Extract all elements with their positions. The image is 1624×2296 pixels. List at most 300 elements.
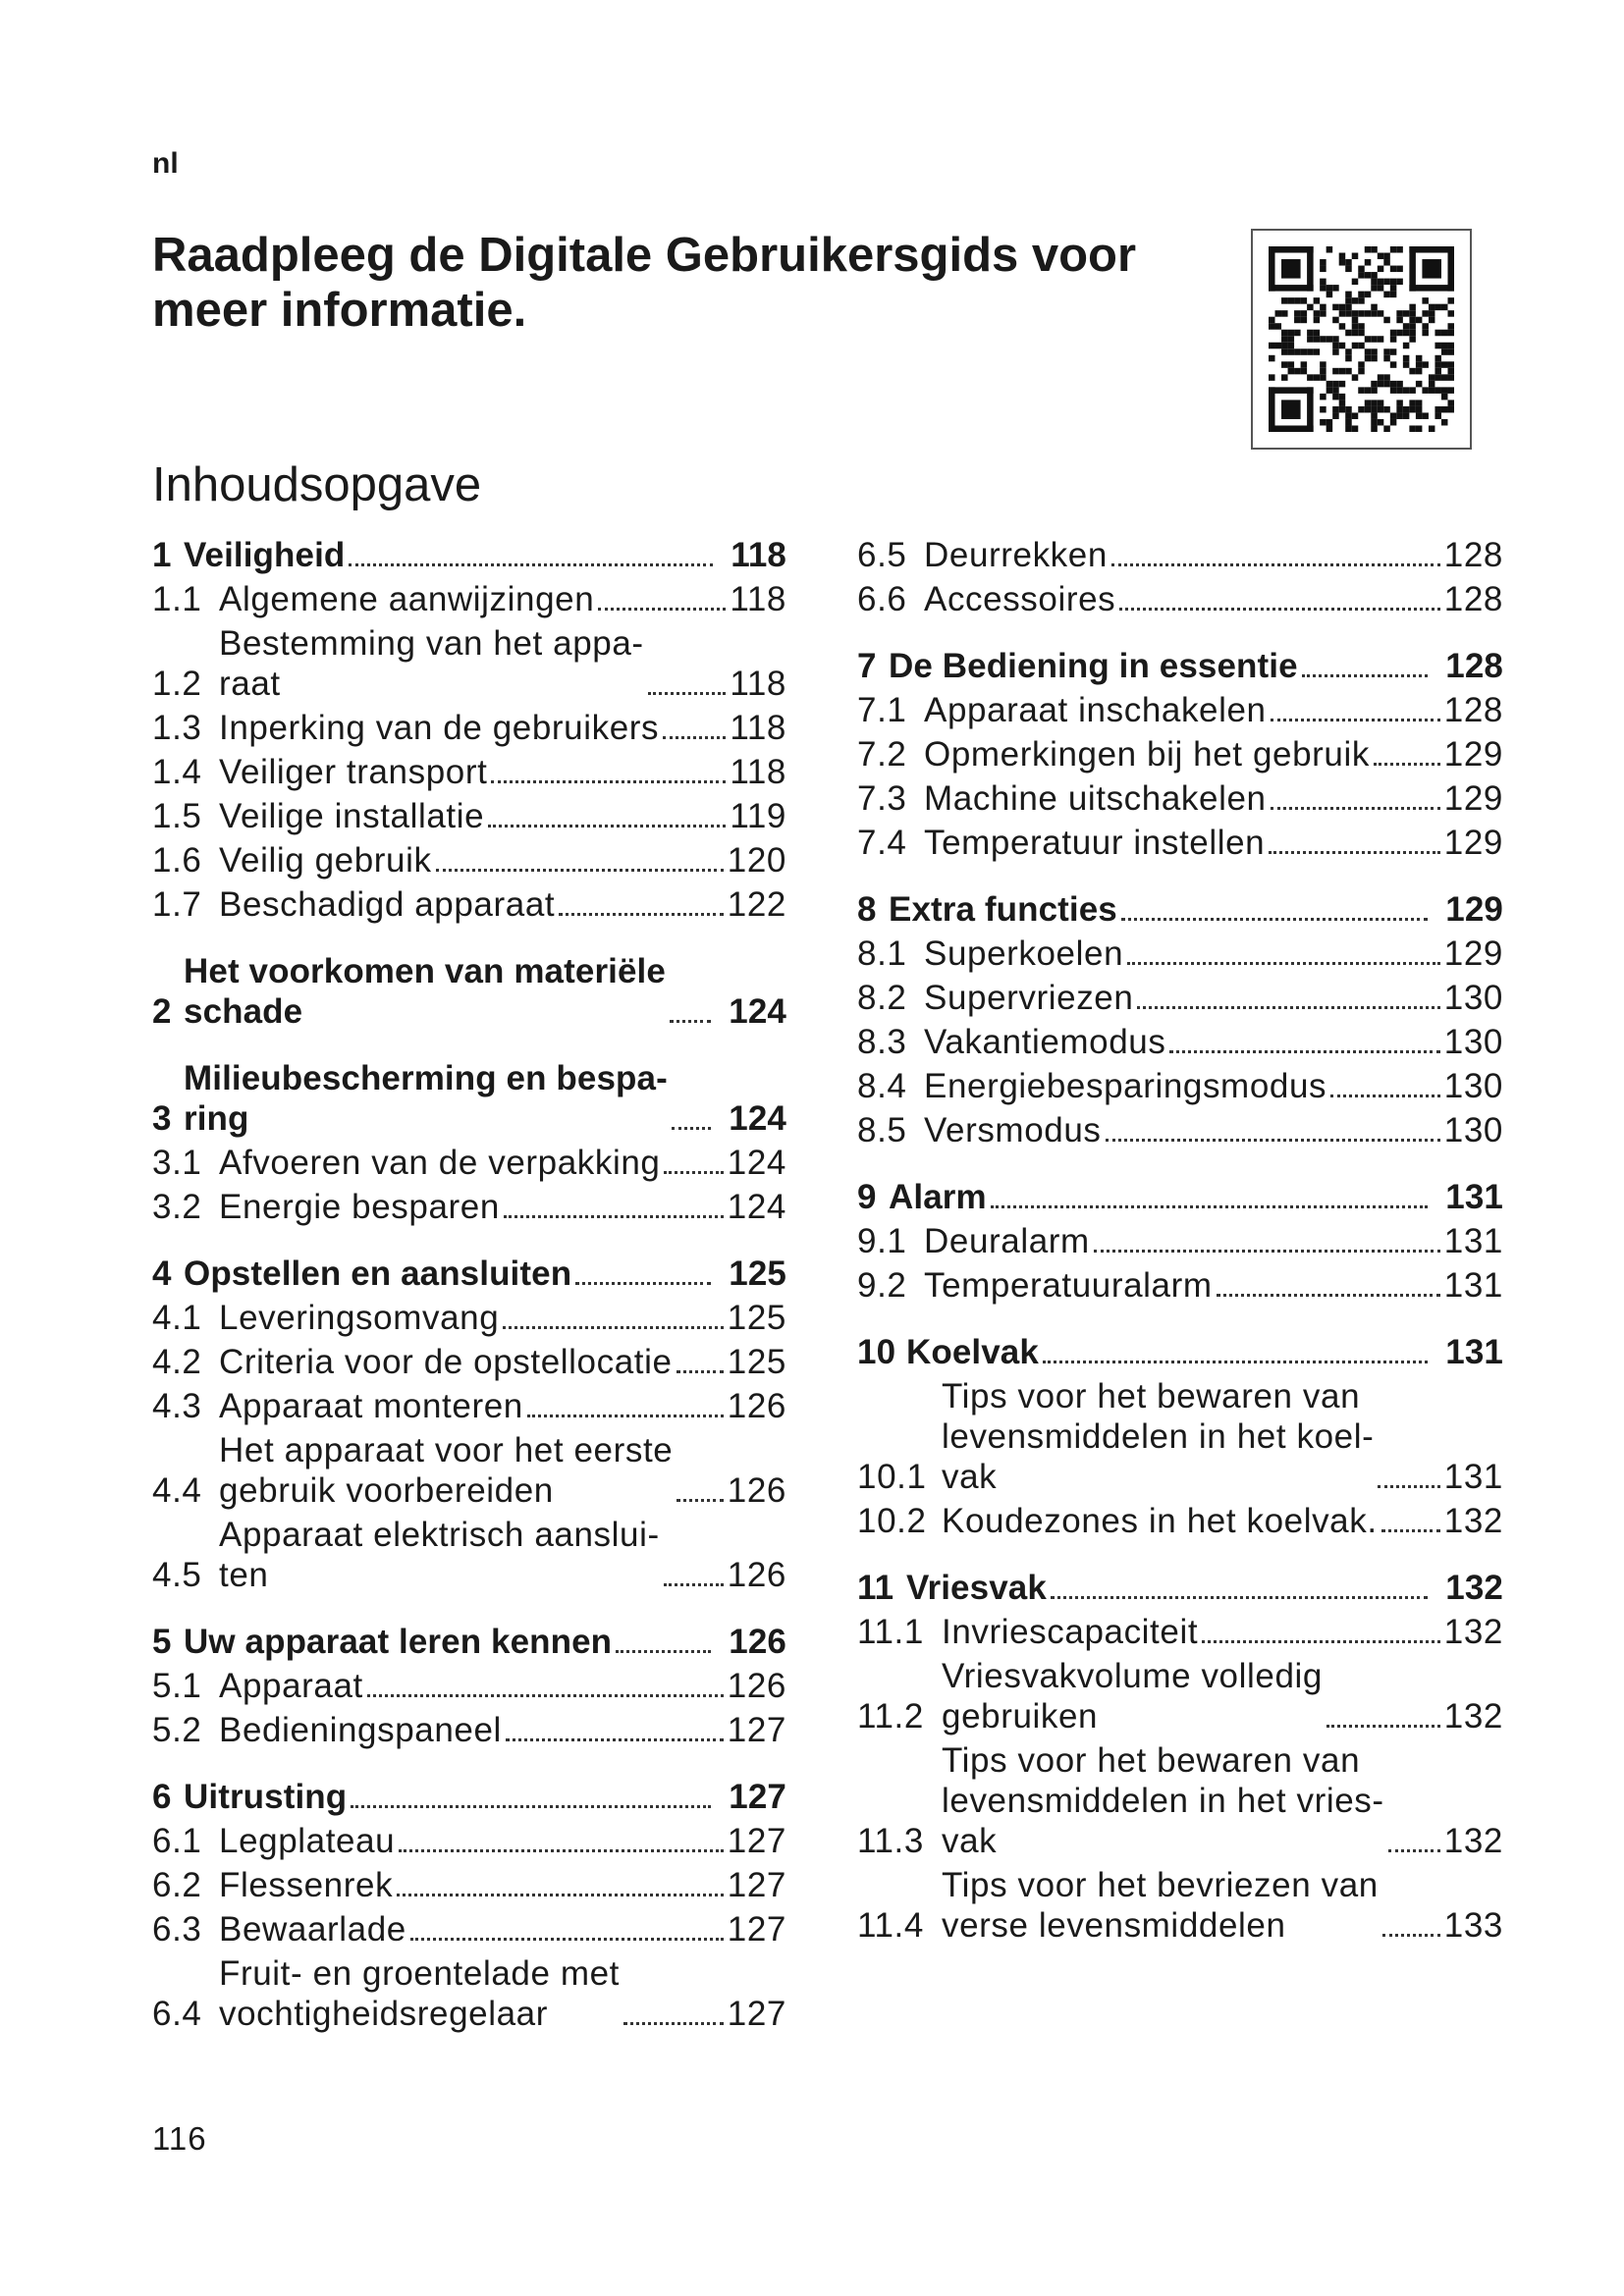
toc-number: 1.7 xyxy=(152,885,202,924)
toc-text-line: levensmiddelen in het vries- xyxy=(942,1782,1384,1820)
toc-chapter[interactable] xyxy=(152,951,786,1032)
toc-text xyxy=(219,1143,660,1183)
toc-text xyxy=(219,884,555,925)
toc-number: 4.3 xyxy=(152,1387,202,1425)
toc-number: 9.2 xyxy=(857,1266,907,1305)
toc-number: 6.4 xyxy=(152,1995,202,2033)
toc-text-line: Extra functies xyxy=(889,890,1117,929)
toc-leader-dots xyxy=(367,1688,724,1697)
toc-number: 4.2 xyxy=(152,1343,202,1381)
toc-leader-dots xyxy=(672,1121,711,1130)
toc-page-number: 132 xyxy=(1443,1697,1503,1735)
toc-text-line: Deurrekken xyxy=(924,536,1108,574)
toc-text-line: Veilige installatie xyxy=(219,797,485,835)
toc-text-line: Afvoeren van de verpakking xyxy=(219,1144,661,1182)
toc-number: 4 xyxy=(152,1255,172,1293)
toc-leader-dots xyxy=(1378,1479,1439,1488)
toc-leader-dots xyxy=(436,863,724,872)
toc-section[interactable] xyxy=(857,1612,1503,1652)
toc-number: 11.2 xyxy=(857,1697,924,1735)
toc-leader-dots xyxy=(1043,1355,1428,1363)
toc-leader-dots xyxy=(1326,1719,1440,1728)
toc-text-line: levensmiddelen in het koel- xyxy=(942,1417,1375,1456)
toc-page-number: 132 xyxy=(1443,1822,1503,1860)
toc-number: 6.5 xyxy=(857,536,907,574)
toc-column-left xyxy=(152,535,786,2038)
toc-text-line: Temperatuur instellen xyxy=(924,824,1266,862)
toc-section[interactable] xyxy=(152,1710,786,1750)
toc-number: 1.3 xyxy=(152,709,202,747)
toc-text xyxy=(889,1177,987,1217)
toc-number: 1.5 xyxy=(152,797,202,835)
toc-leader-dots xyxy=(1121,912,1428,921)
toc-chapter[interactable] xyxy=(857,1568,1503,1608)
toc-leader-dots xyxy=(491,774,726,783)
toc-text-line: schade xyxy=(184,992,303,1031)
toc-text-line: verse levensmiddelen xyxy=(942,1906,1286,1945)
toc-number: 6.3 xyxy=(152,1910,202,1949)
toc-number: 11.3 xyxy=(857,1822,924,1860)
toc-leader-dots xyxy=(1127,956,1440,965)
toc-leader-dots xyxy=(670,1014,711,1023)
toc-number: 1.1 xyxy=(152,580,202,618)
toc-text-line: ring xyxy=(184,1099,249,1138)
toc-section[interactable] xyxy=(857,778,1503,819)
toc-text xyxy=(184,951,666,1032)
toc-leader-dots xyxy=(598,602,726,611)
toc-text xyxy=(924,1110,1102,1150)
toc-leader-dots xyxy=(1217,1288,1440,1297)
toc-page-number: 127 xyxy=(727,1910,786,1949)
toc-page-number: 130 xyxy=(1443,1023,1503,1061)
toc-text-line: Temperatuuralarm xyxy=(924,1266,1213,1305)
toc-text xyxy=(219,1187,500,1227)
toc-section[interactable] xyxy=(152,579,786,619)
toc-page-number: 124 xyxy=(729,992,786,1031)
toc-section[interactable] xyxy=(857,1066,1503,1106)
toc-page-number: 132 xyxy=(1443,1613,1503,1651)
toc-text xyxy=(219,840,432,881)
toc-section[interactable] xyxy=(857,1265,1503,1306)
toc-number: 4.5 xyxy=(152,1556,202,1594)
toc-text xyxy=(924,823,1265,863)
toc-leader-dots xyxy=(527,1409,724,1417)
toc-number: 8.4 xyxy=(857,1067,907,1105)
toc-text-line: ten xyxy=(219,1556,269,1594)
toc-number: 8 xyxy=(857,890,877,929)
toc-section[interactable] xyxy=(857,1110,1503,1150)
toc-number: 10.1 xyxy=(857,1458,927,1496)
toc-number: 1.6 xyxy=(152,841,202,880)
toc-page-number: 127 xyxy=(729,1778,786,1816)
toc-text-line: Vriesvak xyxy=(906,1569,1047,1607)
toc-text-line: Bedieningspaneel xyxy=(219,1711,502,1749)
toc-section[interactable] xyxy=(152,1909,786,1949)
toc-page-number: 128 xyxy=(1443,691,1503,729)
toc-text-line: Het voorkomen van materiële xyxy=(184,952,666,990)
qr-code-icon xyxy=(1251,229,1472,450)
toc-text xyxy=(219,1430,673,1511)
toc-text-line: Algemene aanwijzingen xyxy=(219,580,595,618)
toc-text-line: Beschadigd apparaat xyxy=(219,885,556,924)
page-number: 116 xyxy=(152,2120,207,2157)
toc-text-line: Opmerkingen bij het gebruik xyxy=(924,735,1370,774)
toc-section[interactable] xyxy=(857,579,1503,619)
toc-leader-dots xyxy=(1271,713,1440,721)
toc-number: 6.2 xyxy=(152,1866,202,1904)
toc-page-number: 130 xyxy=(1443,979,1503,1017)
toc-text-line: gebruiken xyxy=(942,1697,1099,1735)
toc-section[interactable] xyxy=(152,708,786,748)
toc-text xyxy=(219,1953,620,2034)
toc-page-number: 124 xyxy=(727,1188,786,1226)
toc-text xyxy=(924,778,1267,819)
toc-text xyxy=(924,690,1267,730)
toc-section[interactable] xyxy=(152,623,786,704)
toc-page-number: 131 xyxy=(1443,1458,1503,1496)
toc-chapter[interactable] xyxy=(152,1058,786,1139)
toc-chapter[interactable] xyxy=(857,889,1503,930)
toc-number: 10 xyxy=(857,1333,896,1371)
toc-text xyxy=(924,535,1108,575)
toc-text-line: Koudezones in het koelvak. xyxy=(942,1502,1378,1540)
toc-text-line: Veiligheid xyxy=(184,536,346,574)
toc-number: 6.1 xyxy=(152,1822,202,1860)
toc-leader-dots xyxy=(663,730,726,739)
toc-chapter[interactable] xyxy=(857,1332,1503,1372)
toc-text xyxy=(184,1777,347,1817)
toc-page-number: 124 xyxy=(729,1099,786,1138)
toc-page-number: 118 xyxy=(731,536,786,574)
toc-number: 11.4 xyxy=(857,1906,924,1945)
toc-leader-dots xyxy=(1388,1843,1440,1852)
toc-number: 11.1 xyxy=(857,1613,924,1651)
toc-leader-dots xyxy=(1119,602,1440,611)
toc-text-line: Deuralarm xyxy=(924,1222,1090,1260)
toc-text xyxy=(942,1612,1198,1652)
toc-text xyxy=(889,646,1298,686)
toc-leader-dots xyxy=(1106,1133,1440,1142)
toc-text-line: Superkoelen xyxy=(924,934,1124,973)
toc-page-number: 125 xyxy=(729,1255,786,1293)
toc-page-number: 129 xyxy=(1443,735,1503,774)
toc-leader-dots xyxy=(351,1799,711,1808)
toc-text xyxy=(889,889,1117,930)
toc-text-line: Bewaarlade xyxy=(219,1910,406,1949)
toc-leader-dots xyxy=(559,907,724,916)
toc-text xyxy=(184,1254,571,1294)
qr-code-graphic xyxy=(1269,246,1454,432)
toc-text-line: Fruit- en groentelade met xyxy=(219,1954,620,1993)
toc-leader-dots xyxy=(664,1577,724,1586)
toc-leader-dots xyxy=(616,1644,711,1653)
toc-section[interactable] xyxy=(152,796,786,836)
toc-section[interactable] xyxy=(152,884,786,925)
toc-text-line: Bestemming van het appa- xyxy=(219,624,644,663)
toc-section[interactable] xyxy=(857,978,1503,1018)
toc-text-line: vak xyxy=(942,1822,998,1860)
toc-number: 10.2 xyxy=(857,1502,927,1540)
toc-leader-dots xyxy=(1137,1000,1439,1009)
toc-page-number: 120 xyxy=(727,841,786,880)
toc-text-line: Supervriezen xyxy=(924,979,1134,1017)
toc-text xyxy=(219,579,594,619)
toc-text xyxy=(219,1909,406,1949)
toc-page-number: 126 xyxy=(727,1667,786,1705)
toc-text-line: Legplateau xyxy=(219,1822,396,1860)
toc-number: 5.1 xyxy=(152,1667,202,1705)
toc-leader-dots xyxy=(399,1843,724,1852)
toc-text-line: Koelvak xyxy=(906,1333,1039,1371)
toc-text xyxy=(924,734,1370,774)
toc-page-number: 118 xyxy=(730,580,786,618)
toc-page-number: 128 xyxy=(1443,580,1503,618)
toc-text-line: Tips voor het bewaren van xyxy=(942,1741,1361,1780)
toc-text-line: De Bediening in essentie xyxy=(889,647,1298,685)
toc-page-number: 130 xyxy=(1443,1067,1503,1105)
toc-leader-dots xyxy=(1271,801,1440,810)
toc-section[interactable] xyxy=(152,1386,786,1426)
toc-text-line: Milieubescherming en bespa- xyxy=(184,1059,668,1097)
toc-text-line: Tips voor het bewaren van xyxy=(942,1377,1361,1415)
toc-section[interactable] xyxy=(152,1342,786,1382)
toc-text-line: Tips voor het bevriezen van xyxy=(942,1866,1379,1904)
toc-leader-dots xyxy=(1330,1089,1440,1097)
toc-text xyxy=(924,1221,1090,1261)
toc-section[interactable] xyxy=(857,1865,1503,1946)
toc-leader-dots xyxy=(1051,1590,1428,1599)
toc-leader-dots xyxy=(349,558,713,566)
toc-leader-dots xyxy=(1169,1044,1439,1053)
toc-page-number: 131 xyxy=(1443,1222,1503,1260)
toc-text-line: Criteria voor de opstellocatie xyxy=(219,1343,673,1381)
toc-text xyxy=(219,752,487,792)
toc-text-line: Inperking van de gebruikers xyxy=(219,709,660,747)
toc-text xyxy=(219,1515,660,1595)
toc-text-line: Veilig gebruik xyxy=(219,841,432,880)
toc-number: 2 xyxy=(152,992,172,1031)
toc-page-number: 129 xyxy=(1445,890,1503,929)
toc-number: 9 xyxy=(857,1178,877,1216)
toc-text xyxy=(219,796,484,836)
toc-text xyxy=(942,1865,1379,1946)
language-code: nl xyxy=(152,147,179,180)
toc-leader-dots xyxy=(1374,757,1440,766)
toc-section[interactable] xyxy=(857,1740,1503,1861)
toc-chapter[interactable] xyxy=(857,646,1503,686)
toc-chapter[interactable] xyxy=(152,1777,786,1817)
toc-text xyxy=(924,978,1133,1018)
toc-leader-dots xyxy=(503,1320,724,1329)
toc-leader-dots xyxy=(410,1932,724,1941)
toc-text-line: Het apparaat voor het eerste xyxy=(219,1431,674,1469)
toc-page-number: 131 xyxy=(1443,1266,1503,1305)
toc-leader-dots xyxy=(677,1364,724,1373)
toc-number: 4.1 xyxy=(152,1299,202,1337)
toc-text-line: Apparaat elektrisch aanslui- xyxy=(219,1516,660,1554)
toc-text-line: Energie besparen xyxy=(219,1188,500,1226)
toc-leader-dots xyxy=(1269,845,1440,854)
page-headline: Raadpleeg de Digitale Gebruikersgids voor meer informatie. xyxy=(152,229,1137,337)
toc-section[interactable] xyxy=(857,823,1503,863)
toc-text-line: Veiliger transport xyxy=(219,753,488,791)
toc-section[interactable] xyxy=(857,734,1503,774)
toc-number: 8.1 xyxy=(857,934,907,973)
toc-page-number: 126 xyxy=(727,1471,786,1510)
toc-number: 8.3 xyxy=(857,1023,907,1061)
toc-number: 6.6 xyxy=(857,580,907,618)
toc-text xyxy=(219,1666,363,1706)
toc-leader-dots xyxy=(488,819,726,828)
toc-section[interactable] xyxy=(152,1515,786,1595)
toc-section[interactable] xyxy=(152,840,786,881)
toc-text xyxy=(942,1501,1378,1541)
toc-number: 4.4 xyxy=(152,1471,202,1510)
toc-page-number: 122 xyxy=(727,885,786,924)
toc-section[interactable] xyxy=(152,1187,786,1227)
toc-leader-dots xyxy=(664,1165,723,1174)
toc-section[interactable] xyxy=(857,535,1503,575)
toc-chapter[interactable] xyxy=(152,1622,786,1662)
toc-number: 1.4 xyxy=(152,753,202,791)
toc-leader-dots xyxy=(1302,668,1429,677)
toc-leader-dots xyxy=(991,1200,1429,1208)
toc-text-line: Uitrusting xyxy=(184,1778,348,1816)
toc-leader-dots xyxy=(506,1733,724,1741)
toc-section[interactable] xyxy=(152,1865,786,1905)
toc-leader-dots xyxy=(575,1276,711,1285)
toc-text-line: Invriescapaciteit xyxy=(942,1613,1199,1651)
toc-number: 9.1 xyxy=(857,1222,907,1260)
toc-number: 5 xyxy=(152,1623,172,1661)
toc-text xyxy=(924,579,1115,619)
toc-text-line: Apparaat xyxy=(219,1667,363,1705)
toc-text-line: Versmodus xyxy=(924,1111,1102,1149)
toc-text-line: Uw apparaat leren kennen xyxy=(184,1623,613,1661)
toc-text-line: Alarm xyxy=(889,1178,987,1216)
toc-page-number: 129 xyxy=(1443,824,1503,862)
toc-text xyxy=(219,1710,502,1750)
toc-number: 1 xyxy=(152,536,172,574)
toc-text xyxy=(906,1568,1047,1608)
toc-section[interactable] xyxy=(857,1022,1503,1062)
toc-text-line: Flessenrek xyxy=(219,1866,394,1904)
toc-text xyxy=(219,1298,499,1338)
toc-section[interactable] xyxy=(152,1821,786,1861)
toc-section[interactable] xyxy=(857,1376,1503,1497)
toc-number: 8.2 xyxy=(857,979,907,1017)
toc-text xyxy=(219,1865,393,1905)
toc-section[interactable] xyxy=(857,934,1503,974)
toc-page-number: 129 xyxy=(1443,779,1503,818)
toc-number: 3.1 xyxy=(152,1144,202,1182)
toc-text-line: Leveringsomvang xyxy=(219,1299,500,1337)
toc-section[interactable] xyxy=(152,1298,786,1338)
toc-text xyxy=(184,1622,612,1662)
toc-text xyxy=(184,1058,668,1139)
toc-number: 3 xyxy=(152,1099,172,1138)
toc-leader-dots xyxy=(677,1493,723,1502)
toc-chapter[interactable] xyxy=(857,1177,1503,1217)
toc-page-number: 131 xyxy=(1445,1178,1503,1216)
toc-page-number: 131 xyxy=(1445,1333,1503,1371)
toc-number: 1.2 xyxy=(152,665,202,703)
toc-text xyxy=(184,535,345,575)
toc-number: 7.2 xyxy=(857,735,907,774)
toc-page-number: 126 xyxy=(727,1387,786,1425)
toc-number: 8.5 xyxy=(857,1111,907,1149)
toc-page-number: 125 xyxy=(727,1299,786,1337)
toc-text-line: Apparaat inschakelen xyxy=(924,691,1267,729)
toc-section[interactable] xyxy=(857,1221,1503,1261)
toc-leader-dots xyxy=(648,686,727,695)
toc-leader-dots xyxy=(504,1209,724,1218)
toc-section[interactable] xyxy=(152,752,786,792)
toc-text xyxy=(219,1342,673,1382)
toc-number: 7.4 xyxy=(857,824,907,862)
toc-section[interactable] xyxy=(857,1501,1503,1541)
toc-text-line: raat xyxy=(219,665,281,703)
toc-leader-dots xyxy=(1382,1928,1440,1937)
toc-text xyxy=(906,1332,1039,1372)
toc-leader-dots xyxy=(1381,1523,1440,1532)
toc-text xyxy=(219,1386,523,1426)
toc-text-line: Machine uitschakelen xyxy=(924,779,1267,818)
toc-number: 7 xyxy=(857,647,877,685)
toc-number: 11 xyxy=(857,1569,894,1607)
toc-number: 7.1 xyxy=(857,691,907,729)
toc-chapter[interactable] xyxy=(152,535,786,575)
toc-text-line: vochtigheidsregelaar xyxy=(219,1995,548,2033)
toc-page-number: 118 xyxy=(730,709,786,747)
toc-page-number: 127 xyxy=(727,1711,786,1749)
toc-page-number: 124 xyxy=(727,1144,786,1182)
toc-page-number: 130 xyxy=(1443,1111,1503,1149)
toc-page-number: 132 xyxy=(1445,1569,1503,1607)
toc-number: 3.2 xyxy=(152,1188,202,1226)
toc-text-line: Vakantiemodus xyxy=(924,1023,1166,1061)
toc-section[interactable] xyxy=(152,1143,786,1183)
toc-number: 7.3 xyxy=(857,779,907,818)
toc-leader-dots xyxy=(1111,558,1440,566)
toc-text-line: Opstellen en aansluiten xyxy=(184,1255,572,1293)
toc-text xyxy=(219,623,644,704)
toc-section[interactable] xyxy=(857,1656,1503,1736)
toc-text xyxy=(942,1376,1374,1497)
toc-text xyxy=(924,1022,1165,1062)
toc-leader-dots xyxy=(623,2016,724,2025)
toc-page-number: 133 xyxy=(1443,1906,1503,1945)
toc-page-number: 126 xyxy=(727,1556,786,1594)
toc-text-line: Apparaat monteren xyxy=(219,1387,523,1425)
toc-section[interactable] xyxy=(857,690,1503,730)
toc-section[interactable] xyxy=(152,1666,786,1706)
toc-text xyxy=(924,1265,1213,1306)
toc-text-line: gebruik voorbereiden xyxy=(219,1471,554,1510)
toc-section[interactable] xyxy=(152,1430,786,1511)
toc-page-number: 129 xyxy=(1443,934,1503,973)
toc-text xyxy=(942,1656,1323,1736)
toc-chapter[interactable] xyxy=(152,1254,786,1294)
toc-number: 5.2 xyxy=(152,1711,202,1749)
toc-text xyxy=(942,1740,1384,1861)
toc-page-number: 128 xyxy=(1443,536,1503,574)
toc-page-number: 132 xyxy=(1443,1502,1503,1540)
toc-page-number: 118 xyxy=(730,753,786,791)
toc-page-number: 128 xyxy=(1445,647,1503,685)
toc-text xyxy=(924,1066,1326,1106)
toc-section[interactable] xyxy=(152,1953,786,2034)
